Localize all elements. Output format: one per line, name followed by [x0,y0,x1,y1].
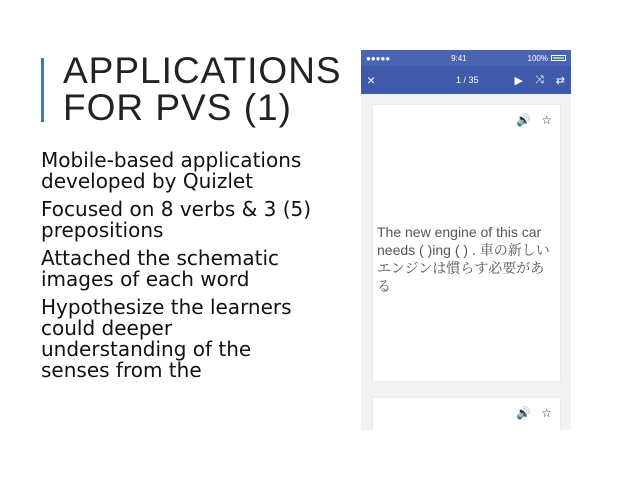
play-icon[interactable]: ▶ [514,74,523,87]
status-bar [361,50,571,66]
sound-icon[interactable]: 🔊 [516,113,532,127]
slide-title-line-2: FOR PVS (1) [63,87,292,128]
flashcard-text: The new engine of this car needs ( )ing ( ) . 車の新しいエンジンは慣らす必要がある [377,224,550,294]
close-icon[interactable]: × [367,72,376,88]
phone-screenshot [361,50,571,430]
settings-icon[interactable]: ⇄ [555,74,565,87]
battery-icon [551,55,566,61]
card-counter: 1 / 35 [456,75,479,85]
bullet-list [41,150,321,479]
bullet-item: Mobile-based applications developed by Quizlet [41,150,302,193]
star-icon[interactable]: ☆ [541,113,552,127]
flashcard[interactable] [373,105,560,381]
sound-icon[interactable]: 🔊 [516,406,532,420]
app-bar [361,66,571,94]
title-accent-bar [41,58,44,122]
signal-icon: ●●●●● [366,53,391,63]
slide-title-line-1: APPLICATIONS [63,50,342,91]
bullet-item: Hypothesize the learners could deeper understanding of the senses from the [41,295,292,382]
flashcard-next[interactable] [373,398,560,430]
bullet-item: Focused on 8 verbs & 3 (5) prepositions [41,197,312,242]
shuffle-icon[interactable]: ⤨ [534,73,544,86]
battery-percent: 100% [527,53,548,63]
status-time: 9:41 [451,53,467,63]
slide-title [63,52,342,126]
star-icon[interactable]: ☆ [541,406,552,420]
bullet-item: Attached the schematic images of each word [41,246,280,291]
